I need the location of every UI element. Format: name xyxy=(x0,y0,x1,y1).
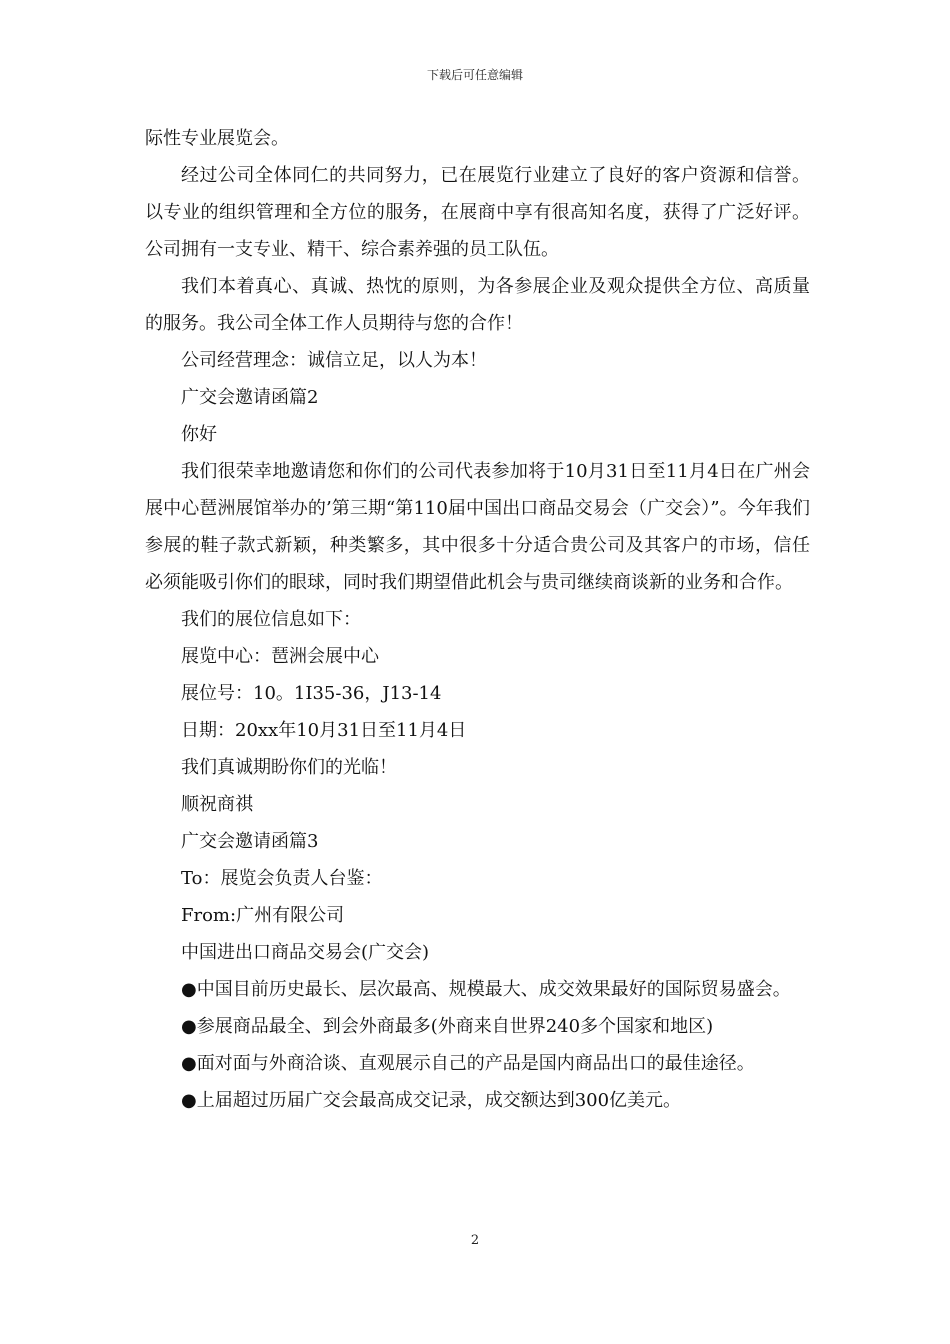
booth-date: 日期：20xx年10月31日至11月4日 xyxy=(181,720,467,741)
page-number: 2 xyxy=(470,1233,480,1248)
bullet-item: ●中国目前历史最长、层次最高、规模最大、成交效果最好的国际贸易盛会。 xyxy=(181,979,791,1000)
paragraph-service-principle: 我们本着真心、真诚、热忱的原则，为各参展企业及观众提供全方位、高质量的服务。我公司全体工作人员期待与您的合作！ xyxy=(145,276,810,334)
closing-line: 我们真诚期盼你们的光临！ xyxy=(181,757,397,778)
recipient-line: To：展览会负责人台鉴： xyxy=(181,868,383,889)
document-body xyxy=(145,120,810,1119)
bullet-item: ●参展商品最全、到会外商最多(外商来自世界240多个国家和地区) xyxy=(181,1016,714,1037)
booth-number: 展位号：10。1I35-36，J13-14 xyxy=(181,683,442,704)
sign-off: 顺祝商祺 xyxy=(181,794,253,815)
paragraph-company-reputation: 经过公司全体同仁的共同努力，已在展览行业建立了良好的客户资源和信誉。以专业的组织管理和全方位的服务，在展商中享有很高知名度，获得了广泛好评。公司拥有一支专业、精干、综合素养强的员工队伍。 xyxy=(145,165,810,260)
paragraph-continuation: 际性专业展览会。 xyxy=(145,128,289,149)
fair-name: 中国进出口商品交易会(广交会) xyxy=(181,942,430,963)
section-heading-3: 广交会邀请函篇3 xyxy=(181,831,319,852)
greeting: 你好 xyxy=(181,424,217,445)
paragraph-business-philosophy: 公司经营理念：诚信立足，以人为本！ xyxy=(181,350,487,371)
sender-line: From:广州有限公司 xyxy=(181,905,345,926)
paragraph-invitation: 我们很荣幸地邀请您和你们的公司代表参加将于10月31日至11月4日在广州会展中心琶洲展馆举办的’第三期“第110届中国出口商品交易会（广交会）”。今年我们参展的鞋子款式新颖，种类繁多，其中很多十分适合贵公司及其客户的市场，信任必须能吸引你们的眼球，同时我们期望借此机会与贵司继续商谈新的业务和合作。 xyxy=(145,461,810,593)
bullet-item: ●上届超过历届广交会最高成交记录，成交额达到300亿美元。 xyxy=(181,1090,682,1111)
bullet-item: ●面对面与外商洽谈、直观展示自己的产品是国内商品出口的最佳途径。 xyxy=(181,1053,755,1074)
booth-venue: 展览中心：琶洲会展中心 xyxy=(181,646,379,667)
booth-info-intro: 我们的展位信息如下： xyxy=(181,609,361,630)
section-heading-2: 广交会邀请函篇2 xyxy=(181,387,319,408)
page-header: 下载后可任意编辑 xyxy=(426,68,523,82)
